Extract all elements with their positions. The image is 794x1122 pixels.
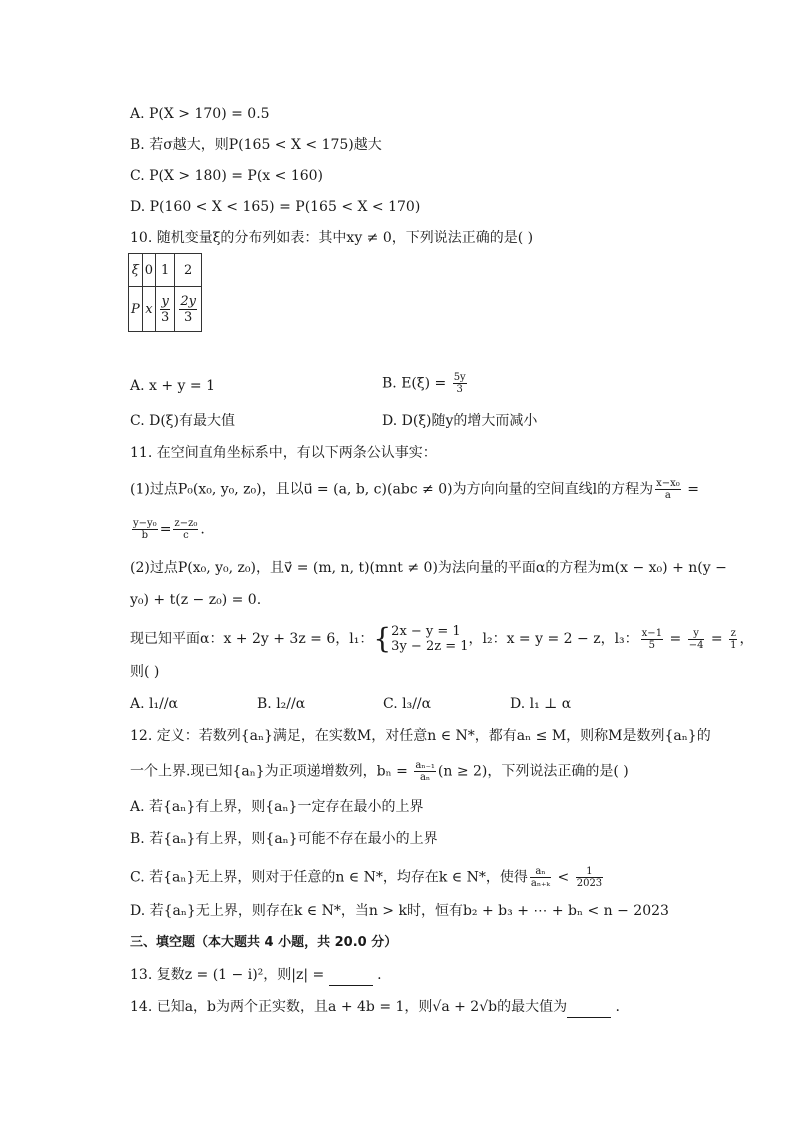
- q11-fact2-line1: (2)过点P(x₀, y₀, z₀)，且v⃗ = (m, n, t)(mnt ≠ 0)为法向量的平面α的方程为m(x − x₀) + n(y −: [130, 560, 727, 576]
- table-cell: 1: [156, 254, 175, 287]
- table-cell: 0: [142, 254, 155, 287]
- fraction: $\frac{\text{z−z₀}}{c}$: [174, 518, 198, 541]
- fraction: $\frac{z}{1}$: [730, 627, 737, 651]
- equation-system: 2x − y = 1 3y − 2z = 1: [391, 624, 469, 654]
- table-cell: x: [142, 287, 155, 332]
- q9-option-b: B. 若σ越大，则P(165 < X < 175)越大: [130, 137, 382, 153]
- table-cell: ξ: [129, 254, 143, 287]
- q9-option-c: C. P(X > 180) = P(x < 160): [130, 168, 323, 184]
- q10-option-b: B. E(ξ) = $\frac{5y}{3}$: [382, 372, 466, 395]
- q14: 14. 已知a，b为两个正实数，且a + 4b = 1，则√a + 2√b的最大值为 .: [130, 997, 620, 1018]
- q12-stem-line1: 12. 定义：若数列{aₙ}满足，在实数M，对任意n ∈ N*，都有aₙ ≤ M，则称M是数列{aₙ}的: [130, 728, 711, 744]
- fraction: $\frac{y}{-4}$: [688, 627, 704, 651]
- table-row: [129, 254, 202, 287]
- q9-option-d: D. P(160 < X < 165) = P(165 < X < 170): [130, 199, 421, 215]
- answer-blank[interactable]: [567, 997, 611, 1018]
- q11-option-c: C. l₃//α: [383, 696, 432, 712]
- fraction: $\frac{x-1}{5}$: [641, 627, 663, 651]
- q11-known: 现已知平面α：x + 2y + 3z = 6，l₁：{ 2x − y = 1 3y − 2z = 1 ，l₂：x = y = 2 − z，l₃： $\frac{x-1}{5}$ = $\frac{y}{-4}$ = $\frac{z}{1}$ ，: [130, 622, 754, 655]
- q11-fact2-line2: y₀) + t(z − z₀) = 0.: [130, 592, 262, 608]
- table-cell: 2: [175, 254, 202, 287]
- table-cell: [175, 287, 202, 332]
- q11-option-b: B. l₂//α: [257, 696, 306, 712]
- fraction: $\frac{\text{y−y₀}}{b}$: [133, 518, 157, 541]
- q11-option-d: D. l₁ ⊥ α: [510, 696, 572, 712]
- fraction: $\frac{y}{3}$: [161, 293, 170, 325]
- fraction: $\frac{\text{aₙ}}{\text{aₙ₊ₖ}}$: [530, 866, 551, 889]
- q11-fact1-line1: (1)过点P₀(x₀, y₀, z₀)，且以u⃗ = (a, b, c)(abc ≠ 0)为方向向量的空间直线l的方程为 $\frac{\text{x−x₀}}{a}$ =: [130, 478, 699, 501]
- fraction: $\frac{1}{2023}$: [576, 866, 603, 889]
- q11-fact1-line2: $\frac{\text{y−y₀}}{b}$ = $\frac{\text{z−z₀}}{c}$ .: [133, 518, 205, 541]
- q10-option-c: C. D(ξ)有最大值: [130, 413, 235, 429]
- q11-then: 则( ): [130, 664, 160, 680]
- fraction: $\frac{2y}{3}$: [180, 293, 196, 325]
- q9-option-a: A. P(X > 170) = 0.5: [130, 106, 270, 122]
- q12-option-c: C. 若{aₙ}无上界，则对于任意的n ∈ N*，均存在k ∈ N*，使得 $\frac{\text{aₙ}}{\text{aₙ₊ₖ}}$ < $\frac{1}{2023}$: [130, 866, 603, 889]
- q10-option-a: A. x + y = 1: [130, 378, 215, 394]
- fraction: $\frac{5y}{3}$: [453, 372, 466, 395]
- q11-stem: 11. 在空间直角坐标系中，有以下两条公认事实：: [130, 445, 437, 461]
- answer-blank[interactable]: [329, 965, 373, 986]
- q11-option-a: A. l₁//α: [130, 696, 178, 712]
- distribution-table: [128, 253, 202, 332]
- q13: 13. 复数z = (1 − i)²，则|z| = .: [130, 965, 382, 986]
- q12-option-b: B. 若{aₙ}有上界，则{aₙ}可能不存在最小的上界: [130, 831, 438, 847]
- q12-stem-line2: 一个上界.现已知{aₙ}为正项递增数列，bₙ = $\frac{\text{aₙ₋₁}}{\text{aₙ}}$ (n ≥ 2)，下列说法正确的是( ): [130, 760, 629, 783]
- fraction: $\frac{\text{aₙ₋₁}}{\text{aₙ}}$: [415, 760, 435, 783]
- table-cell: [156, 287, 175, 332]
- q12-option-a: A. 若{aₙ}有上界，则{aₙ}一定存在最小的上界: [130, 799, 424, 815]
- q10-stem: 10. 随机变量ξ的分布列如表：其中xy ≠ 0，下列说法正确的是( ): [130, 230, 534, 246]
- q12-option-d: D. 若{aₙ}无上界，则存在k ∈ N*，当n > k时，恒有b₂ + b₃ + ⋯ + bₙ < n − 2023: [130, 903, 669, 919]
- left-brace: {: [373, 622, 392, 655]
- table-cell: P: [129, 287, 143, 332]
- section-title: 三、填空题（本大题共 4 小题，共 20.0 分）: [130, 935, 398, 950]
- table-row: [129, 287, 202, 332]
- q10-option-d: D. D(ξ)随y的增大而减小: [382, 413, 538, 429]
- fraction: $\frac{\text{x−x₀}}{a}$: [656, 478, 680, 501]
